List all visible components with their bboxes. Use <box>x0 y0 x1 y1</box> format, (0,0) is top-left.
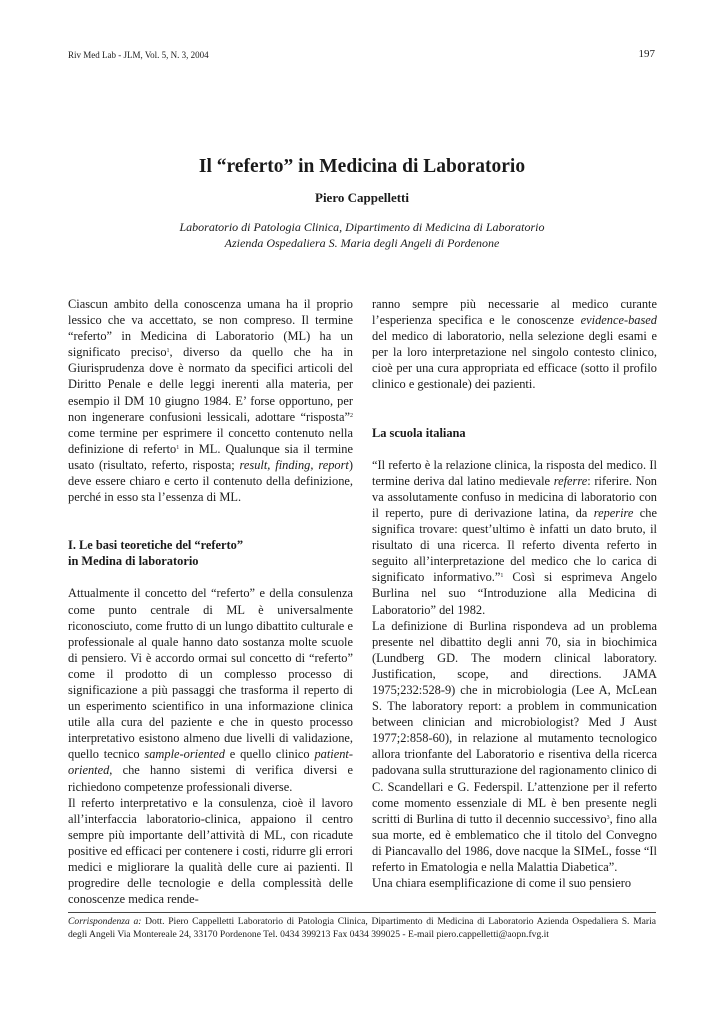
footnote-ref: 1 <box>176 444 180 451</box>
paragraph-intro <box>68 296 353 505</box>
correspondence-footer <box>68 915 656 941</box>
footer-divider <box>68 912 656 913</box>
italic-run: referre <box>553 473 588 488</box>
text-run: e quello clinico <box>224 747 315 762</box>
paragraph <box>372 457 657 618</box>
section-heading <box>68 537 353 569</box>
author-affiliation <box>0 219 724 251</box>
text-run: , fino alla sua morte, ed è emblematico che il titolo del Convegno di Piancavallo del 1986, dove nacque la SIMeL, fosse “Il referto in Ematologia e nella Malattia Diabetica”. <box>372 811 657 874</box>
text-run: in ML. Qualunque sia il termine usato (risultato, referto, risposta; <box>68 441 353 472</box>
footer-text: Dott. Piero Cappelletti Laboratorio di Patologia Clinica, Dipartimento di Medicina di Laboratorio Azienda Ospedaliera S. Maria degli Angeli Via Montereale 24, 33170 Pordenone Tel. 0434 399213 Fax 0434 399025 - E-mail piero.cappelletti@aopn.fvg.it <box>68 916 656 940</box>
footer-label: Corrispondenza a: <box>68 916 142 927</box>
italic-run: sample-oriented <box>144 747 225 762</box>
italic-run: reperire <box>593 505 634 520</box>
text-run: : riferire. Non va assolutamente confuso in medicina di laboratorio con il reperto, pure di derivazione latina, da <box>372 473 657 520</box>
article-author: Piero Cappelletti <box>315 190 409 205</box>
footnote-ref: 1 <box>500 573 504 580</box>
right-column <box>372 296 657 891</box>
article-title: Il “referto” in Medicina di Laboratorio <box>198 156 526 177</box>
text-run: Così si esprimeva Angelo Burlina nel suo “Introduzione alla Medicina di Laboratorio” del 1982. <box>372 570 658 617</box>
italic-run: evidence-based <box>580 313 657 328</box>
paragraph <box>372 296 657 393</box>
paragraph: Una chiara esemplificazione di come il suo pensiero <box>372 876 632 891</box>
text-run: ranno sempre più necessarie al medico curante l’esperienza specifica e le conoscenze <box>372 297 657 328</box>
text-run: “Il referto è la relazione clinica, la risposta del medico. Il termine deriva dal latino medievale <box>372 457 657 488</box>
heading-line: I. Le basi teoretiche del “referto” <box>68 538 244 553</box>
page-number: 197 <box>638 48 655 60</box>
text-run: La definizione di Burlina rispondeva ad un problema presente nel dibattito degli anni 70, sia in biochimica (Lundberg GD. The modern clinical laboratory. Justification, scope, and directions. JAMA 1975;232:528-9) che in microbiologia (Lee A, McLean S. The laboratory report: a problem in communication between clinician and microbiologist? Med J Aust 1977;2:858-60), in relazione al mutamento tecnologico allora trionfante del Laboratorio e risentiva della ricerca padovana sulla strutturazione del ragionamento clinico di C. Scandellari e G. Federspil. L’attenzione per il referto come momento essenziale di ML è ben presente negli scritti di Burlina di tutto il decennio successivo <box>372 618 657 826</box>
text-run: , diverso da quello che ha in Giurisprudenza dove è normato da specifici articoli del Diritto Penale e delle leggi inerenti alla materia, per esempio il DM 10 giugno 1984. E’ forse opportuno, per non ingenerare confusioni lessicali, adottare “risposta” <box>68 345 354 424</box>
footnote-ref: 1 <box>166 348 170 355</box>
text-run: ) deve essere chiaro e certo il contenuto della definizione, perché in esso sta l’essenza di ML. <box>68 457 353 505</box>
footnote-ref: 2 <box>350 412 353 419</box>
text-run: Ciascun ambito della conoscenza umana ha il proprio lessico che va accettato, se non compreso. Il termine “referto” in Medicina di Laboratorio (ML) ha un significato preciso <box>68 297 353 360</box>
paragraph: Il referto interpretativo e la consulenza, cioè il lavoro all’interfaccia laboratorio-clinica, appaiono il centro sempre più importante dell’attività di ML, con ricadute positive ed efficaci per contenere i costi, ridurre gli errori medici e migliorare la qualità delle cure ai pazienti. Il progredire delle tecnologie e della complessità delle conoscenze medica rende- <box>68 795 353 907</box>
running-head: Riv Med Lab - JLM, Vol. 5, N. 3, 2004 <box>68 50 209 60</box>
italic-run: result, finding, report <box>239 457 349 472</box>
paragraph <box>68 585 353 794</box>
text-run: , che hanno sistemi di verifica diversi e richiedono competenze professionali diverse. <box>68 763 353 794</box>
footnote-ref: 3 <box>606 814 610 821</box>
paragraph <box>372 618 657 876</box>
heading-line: in Medina di laboratorio <box>68 554 199 569</box>
text-run: che significa trovare: quest’ultimo è infatti un dato bruto, il risultato di una ricerca. Il referto diventa referto in seguito all’interpretazione del medico che lo carica di significato informativo.” <box>372 505 657 585</box>
text-run: del medico di laboratorio, nella selezione degli esami e per la loro interpretazione nel singolo contesto clinico, cioè per una cura appropriata ed efficace (sotto il profilo clinico e gestionale) dei pazienti. <box>372 329 657 392</box>
affiliation-line: Azienda Ospedaliera S. Maria degli Angeli di Pordenone <box>224 236 500 250</box>
section-heading: La scuola italiana <box>372 425 466 440</box>
affiliation-line: Laboratorio di Patologia Clinica, Dipartimento di Medicina di Laboratorio <box>179 220 545 234</box>
text-run: Attualmente il concetto del “referto” e della consulenza come punto centrale di ML è universalmente riconosciuto, come frutto di un lungo dibattito culturale e professionale al quale hanno dato sostanza molte scuole di pensiero. Vi è accordo ormai sul concetto di “referto” come il prodotto di un complesso processo di significazione a più passaggi che trasforma il reperto di un esperimento scientifico in una informazione clinica utile alla cura del paziente e che in questo processo interpretativo esistono almeno due livelli di validazione, quello tecnico <box>68 586 353 762</box>
italic-run: patient-oriented <box>68 747 353 778</box>
text-run: come termine per esprimere il concetto contenuto nella definizione di referto <box>68 425 353 456</box>
left-column <box>68 296 353 907</box>
